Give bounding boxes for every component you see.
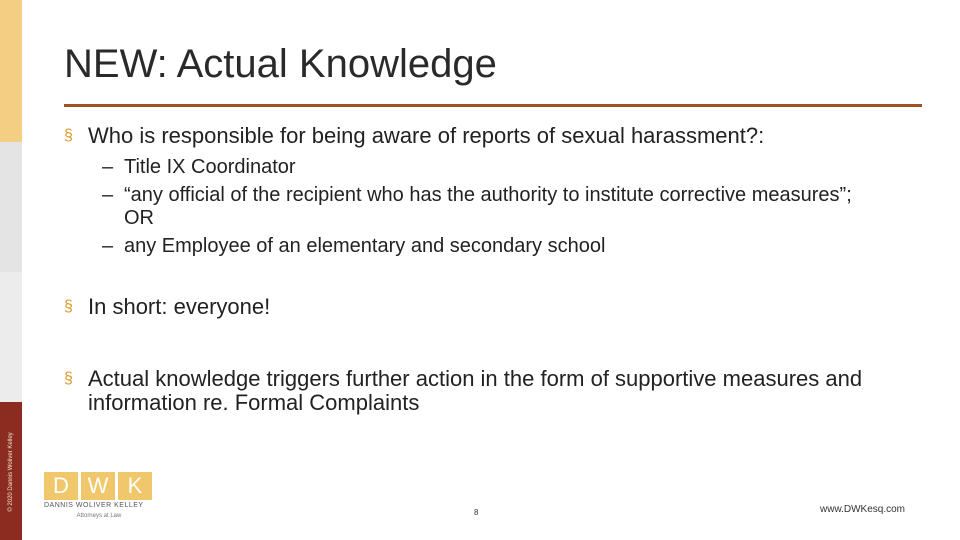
- bullet-text: In short: everyone!: [88, 294, 271, 319]
- logo-letter-w: W: [81, 472, 115, 500]
- sub-bullet-official: [102, 184, 882, 230]
- sidebar-segment-gray: [0, 142, 22, 272]
- bullet-marker: §: [64, 298, 73, 315]
- sidebar-segment-gold: [0, 0, 22, 142]
- logo-letter-boxes: [44, 472, 164, 500]
- logo-firm-name: DANNIS WOLIVER KELLEY: [44, 502, 144, 509]
- bullet-everyone: [64, 295, 914, 319]
- sub-bullet-text: “any official of the recipient who has the authority to institute corrective measures”; OR: [124, 184, 852, 229]
- bullet-actual-knowledge: [64, 367, 864, 415]
- sidebar-segment-light-gray: [0, 272, 22, 402]
- sub-bullet-coordinator: [102, 156, 902, 179]
- sub-bullet-marker: –: [102, 184, 114, 206]
- bullet-text: Who is responsible for being aware of reports of sexual harassment?:: [88, 123, 765, 148]
- bullet-marker: §: [64, 370, 73, 387]
- sub-bullet-text: Title IX Coordinator: [124, 156, 296, 178]
- bullet-text: Actual knowledge triggers further action in the form of supportive measures and information re. Formal Complaints: [88, 366, 863, 415]
- sub-bullet-text: any Employee of an elementary and secondary school: [124, 235, 606, 257]
- copyright-notice: © 2020 Dannis Woliver Kelley: [8, 432, 14, 512]
- logo-letter-k: K: [118, 472, 152, 500]
- title-underline: [64, 104, 922, 107]
- logo-tagline: Attorneys at Law: [76, 513, 122, 519]
- bullet-responsibility: [64, 124, 914, 148]
- sub-bullet-marker: –: [102, 156, 114, 178]
- sub-bullet-employee: [102, 235, 902, 258]
- logo-letter-d: D: [44, 472, 78, 500]
- bullet-marker: §: [64, 127, 73, 144]
- sub-bullet-marker: –: [102, 235, 114, 257]
- website-link[interactable]: www.DWKesq.com: [820, 504, 906, 515]
- page-number: 8: [474, 508, 479, 517]
- dwk-logo: [44, 472, 164, 519]
- slide-title: NEW: Actual Knowledge: [64, 42, 497, 86]
